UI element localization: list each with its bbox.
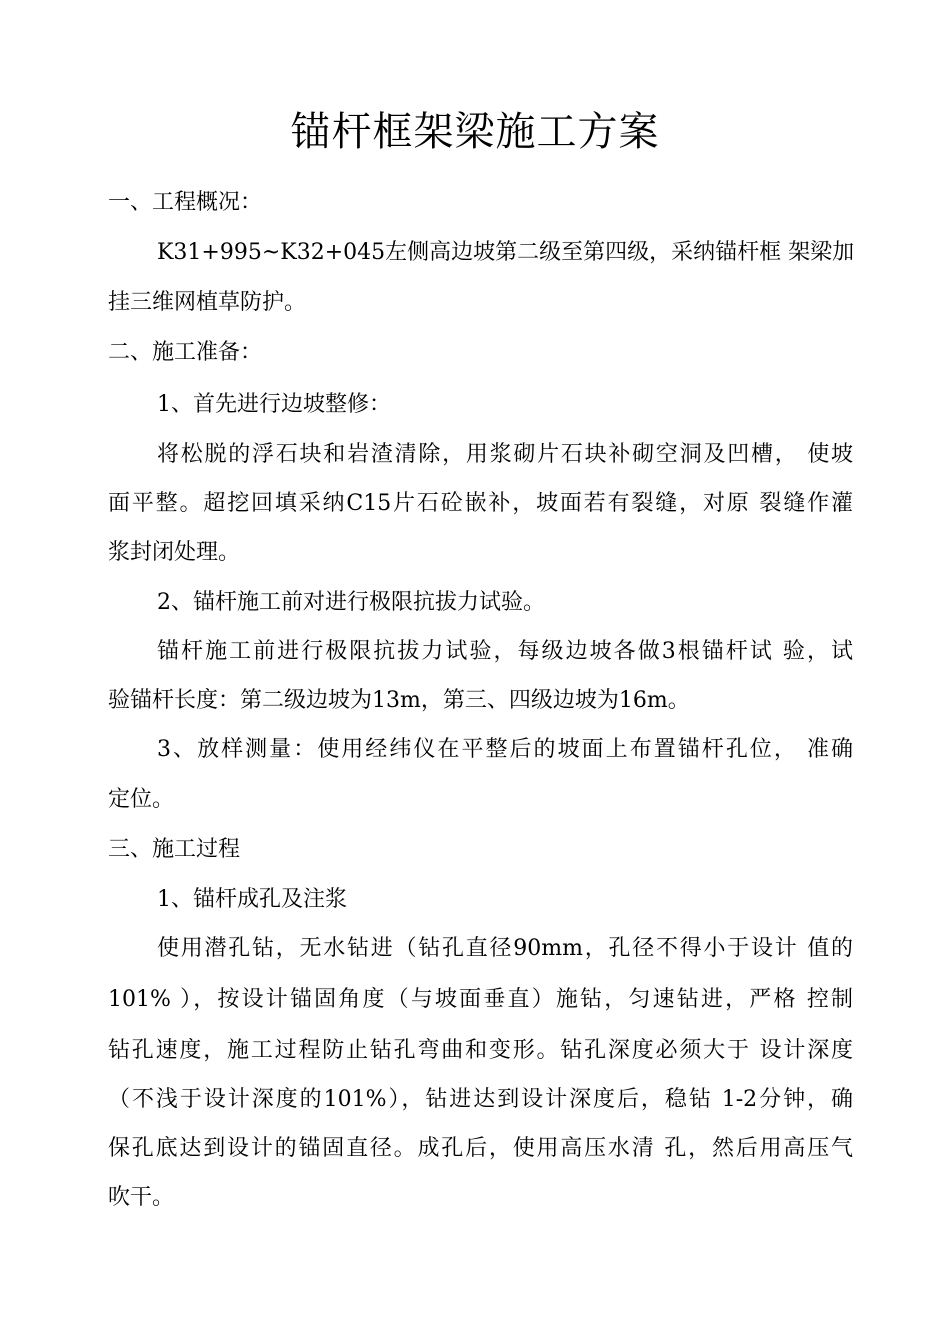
paragraph-line: 101% ），按设计锚固角度（与坡面垂直）施钻，匀速钻进，严格 控制 xyxy=(108,987,853,1012)
document-title: 锚杆框架梁施工方案 xyxy=(290,109,660,155)
subheading-pullout-test: 2、锚杆施工前对进行极限抗拔力试验。 xyxy=(157,590,545,615)
paragraph-line: K31+995~K32+045左侧高边坡第二级至第四级，采纳锚杆框 架梁加 xyxy=(157,240,855,265)
paragraph-line: 定位。 xyxy=(108,787,175,812)
section-heading-preparation: 二、施工准备： xyxy=(108,340,263,365)
paragraph-line: 验锚杆长度：第二级边坡为13m，第三、四级边坡为16m。 xyxy=(108,688,690,713)
paragraph-line: 钻孔速度，施工过程防止钻孔弯曲和变形。钻孔深度必须大于 设计深度 xyxy=(108,1038,853,1063)
paragraph-line: 吹干。 xyxy=(108,1185,175,1210)
paragraph-line: 浆封闭处理。 xyxy=(108,540,241,565)
section-heading-overview: 一、工程概况： xyxy=(108,190,263,215)
paragraph-line: 挂三维网植草防护。 xyxy=(108,290,307,315)
subheading-drilling-grouting: 1、锚杆成孔及注浆 xyxy=(157,887,347,912)
paragraph-line: 使用潜孔钻，无水钻进（钻孔直径90mm，孔径不得小于设计 值的 xyxy=(157,936,853,961)
section-heading-construction: 三、施工过程 xyxy=(108,837,241,862)
paragraph-line: 锚杆施工前进行极限抗拔力试验，每级边坡各做3根锚杆试 验，试 xyxy=(157,639,853,664)
subheading-survey: 3、放样测量：使用经纬仪在平整后的坡面上布置锚杆孔位， 准确 xyxy=(157,737,853,762)
paragraph-line: 保孔底达到设计的锚固直径。成孔后，使用高压水清 孔，然后用高压气 xyxy=(108,1136,853,1161)
paragraph-line: 将松脱的浮石块和岩渣清除，用浆砌片石块补砌空洞及凹槽， 使坡 xyxy=(157,442,853,467)
paragraph-line: （不浅于设计深度的101%），钻进达到设计深度后，稳钻 1-2分钟，确 xyxy=(108,1087,853,1112)
subheading-slope-trimming: 1、首先进行边坡整修： xyxy=(157,392,391,417)
paragraph-line: 面平整。超挖回填采纳C15片石砼嵌补，坡面若有裂缝，对原 裂缝作灌 xyxy=(108,491,853,516)
